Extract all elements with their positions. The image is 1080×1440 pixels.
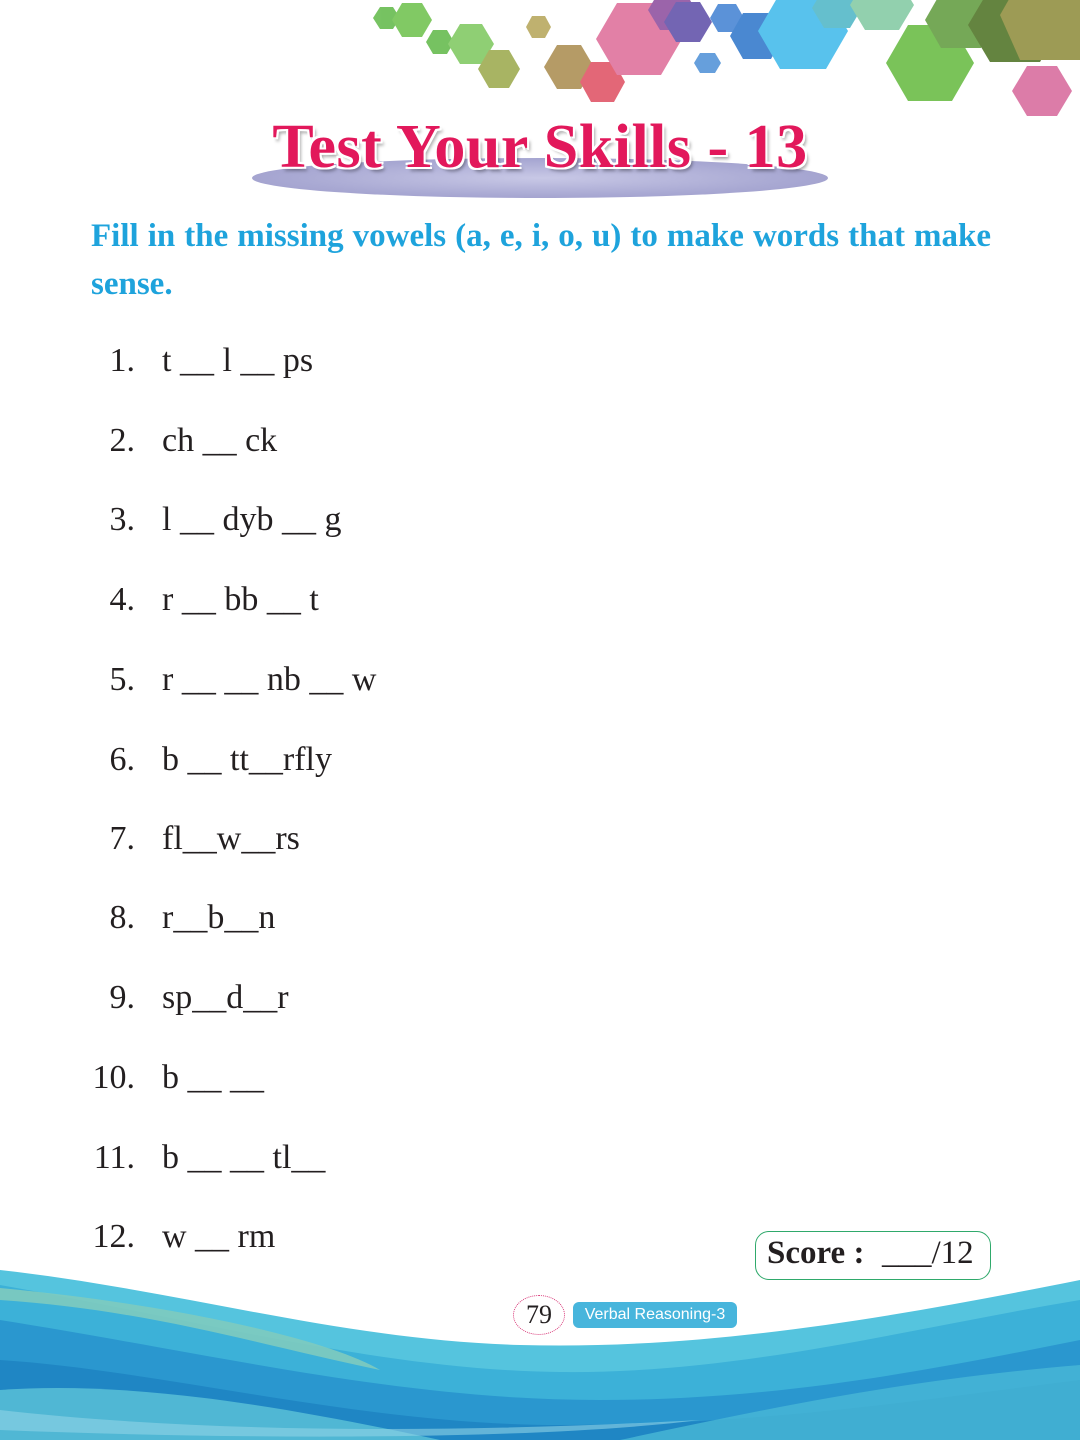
question-word: sp__d__r (162, 979, 289, 1016)
question-number: 3. (109, 501, 135, 538)
title-banner (250, 110, 830, 200)
question-word: t __ l __ ps (162, 342, 314, 379)
question-number: 8. (109, 899, 135, 936)
question-word: w __ rm (162, 1218, 276, 1255)
question-word: fl__w__rs (162, 820, 300, 857)
question-number: 2. (109, 422, 135, 459)
question-word: b __ __ tl__ (162, 1139, 326, 1176)
wave-decoration (0, 1260, 1080, 1440)
page-title: Test Your Skills - 13 (272, 113, 808, 181)
question-word: r __ __ nb __ w (162, 661, 377, 698)
page-number: 79 (513, 1295, 565, 1335)
question-word: b __ tt__rfly (162, 741, 332, 778)
question-word: l __ dyb __ g (162, 501, 342, 538)
question-word: r __ bb __ t (162, 581, 319, 618)
question-word: ch __ ck (162, 422, 278, 459)
question-number: 12. (92, 1218, 135, 1255)
question-number: 9. (109, 979, 135, 1016)
book-title-tag: Verbal Reasoning-3 (573, 1302, 737, 1328)
score-label: Score : (767, 1235, 865, 1271)
question-word: b __ __ (162, 1059, 264, 1096)
question-number: 1. (109, 342, 135, 379)
question-number: 5. (109, 661, 135, 698)
question-number: 10. (92, 1059, 135, 1096)
question-number: 11. (93, 1139, 135, 1176)
question-number: 4. (109, 581, 135, 618)
question-number: 6. (109, 741, 135, 778)
score-value: ___/12 (882, 1235, 974, 1271)
question-number: 7. (109, 820, 135, 857)
instructions-text: Fill in the missing vowels (a, e, i, o, u) to make words that make sense. (91, 218, 991, 302)
question-word: r__b__n (162, 899, 276, 936)
